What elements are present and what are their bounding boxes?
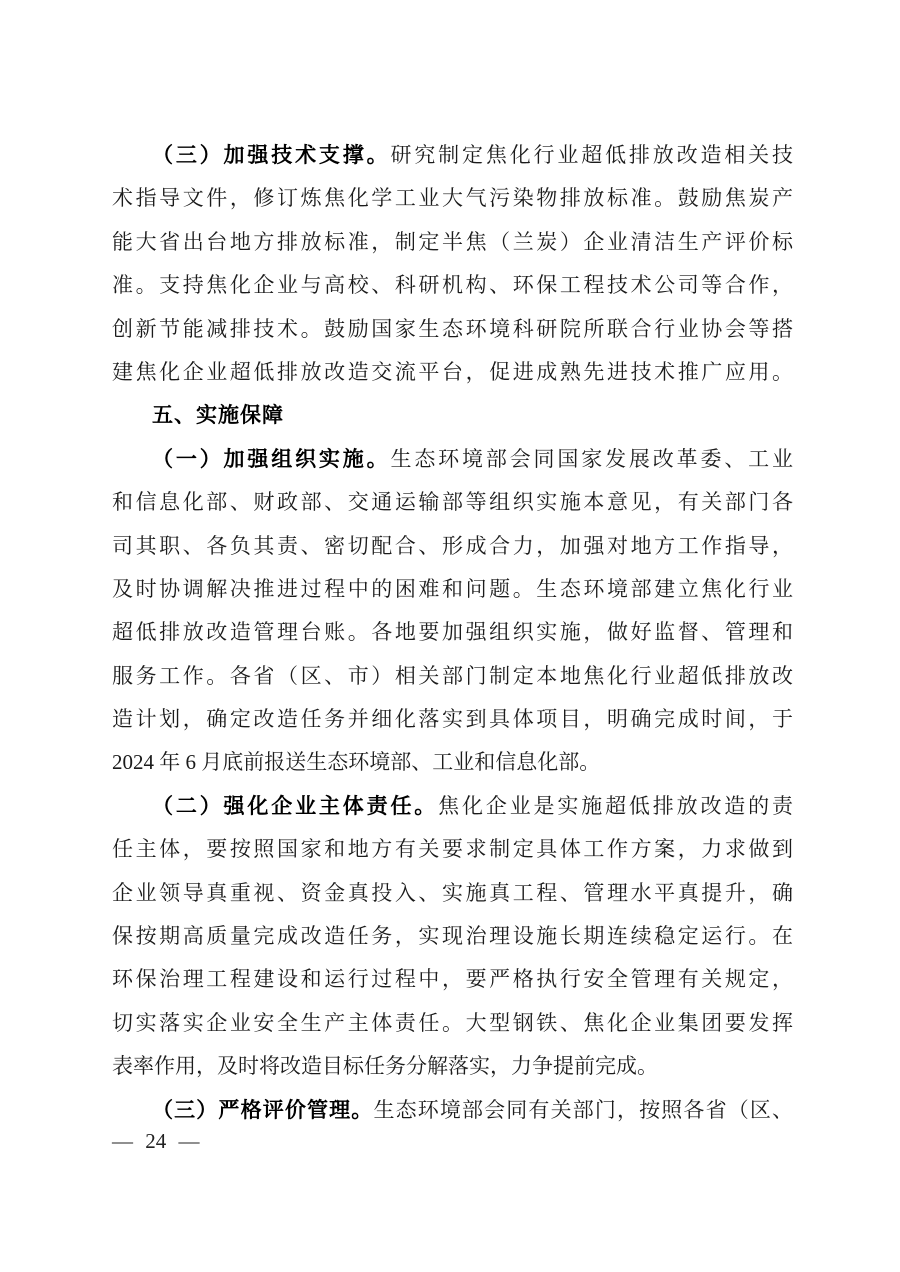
paragraph-lead: （二）强化企业主体责任。 <box>152 793 439 818</box>
line-text: 服务工作。各省（区、市）相关部门制定本地焦化行业超低排放改 <box>112 663 793 688</box>
line-text: 及时协调解决推进过程中的困难和问题。生态环境部建立焦化行业 <box>112 576 793 601</box>
line-text: 超低排放改造管理台账。各地要加强组织实施，做好监督、管理和 <box>112 620 793 645</box>
line-text: 切实落实企业安全生产主体责任。大型钢铁、焦化企业集团要发挥 <box>112 1010 793 1035</box>
paragraph-lead: 五、实施保障 <box>152 403 284 428</box>
line-text: 焦化企业是实施超低排放改造的责 <box>438 793 794 818</box>
line-text: 2024 年 6 月底前报送生态环境部、工业和信息化部。 <box>112 750 601 775</box>
line-text: 术指导文件，修订炼焦化学工业大气污染物排放标准。鼓励焦炭产 <box>112 186 793 211</box>
line-text: 企业领导真重视、资金真投入、实施真工程、管理水平真提升，确 <box>112 880 793 905</box>
text-line <box>112 394 793 437</box>
text-line <box>112 264 793 307</box>
line-text: 能大省出台地方排放标准，制定半焦（兰炭）企业清洁生产评价标 <box>112 229 793 254</box>
text-line <box>112 308 793 351</box>
line-text: 准。支持焦化企业与高校、科研机构、环保工程技术公司等合作， <box>112 273 793 298</box>
text-line <box>112 915 793 958</box>
text-line <box>112 525 793 568</box>
paragraph-lead: （三）加强技术支撑。 <box>152 143 391 167</box>
text-line <box>112 438 793 481</box>
text-line <box>112 1002 793 1045</box>
line-text: 研究制定焦化行业超低排放改造相关技 <box>390 143 794 167</box>
text-line <box>112 958 793 1001</box>
text-line <box>112 698 793 741</box>
text-line <box>112 872 793 915</box>
line-text: 保按期高质量完成改造任务，实现治理设施长期连续稳定运行。在 <box>112 924 793 949</box>
text-line <box>112 655 793 698</box>
line-text: 造计划，确定改造任务并细化落实到具体项目，明确完成时间，于 <box>112 707 793 732</box>
text-line <box>112 481 793 524</box>
line-text: 生态环境部会同有关部门，按照各省（区、 <box>373 1097 794 1122</box>
text-line <box>112 785 793 828</box>
text-line <box>112 828 793 871</box>
text-line <box>112 568 793 611</box>
line-text: 表率作用，及时将改造目标任务分解落实，力争提前完成。 <box>112 1054 658 1079</box>
page-number: — 24 — <box>112 1129 200 1153</box>
line-text: 创新节能减排技术。鼓励国家生态环境科研院所联合行业协会等搭 <box>112 316 793 341</box>
line-text: 建焦化企业超低排放改造交流平台，促进成熟先进技术推广应用。 <box>112 359 793 384</box>
paragraph-lead: （一）加强组织实施。 <box>152 446 391 471</box>
line-text: 环保治理工程建设和运行过程中，要严格执行安全管理有关规定， <box>112 967 793 992</box>
text-line <box>112 351 793 394</box>
text-line <box>112 221 793 264</box>
text-line <box>112 1045 793 1088</box>
text-line <box>112 611 793 654</box>
line-text: 任主体，要按照国家和地方有关要求制定具体工作方案，力求做到 <box>112 837 793 862</box>
text-line <box>112 1089 793 1132</box>
line-text: 司其职、各负其责、密切配合、形成合力，加强对地方工作指导， <box>112 533 793 558</box>
text-line <box>112 177 793 220</box>
paragraph-lead: （三）严格评价管理。 <box>152 1097 374 1122</box>
text-line <box>112 741 793 784</box>
line-text: 和信息化部、财政部、交通运输部等组织实施本意见，有关部门各 <box>112 490 793 515</box>
document-body <box>112 134 793 1132</box>
text-line <box>112 134 793 177</box>
line-text: 生态环境部会同国家发展改革委、工业 <box>390 446 794 471</box>
